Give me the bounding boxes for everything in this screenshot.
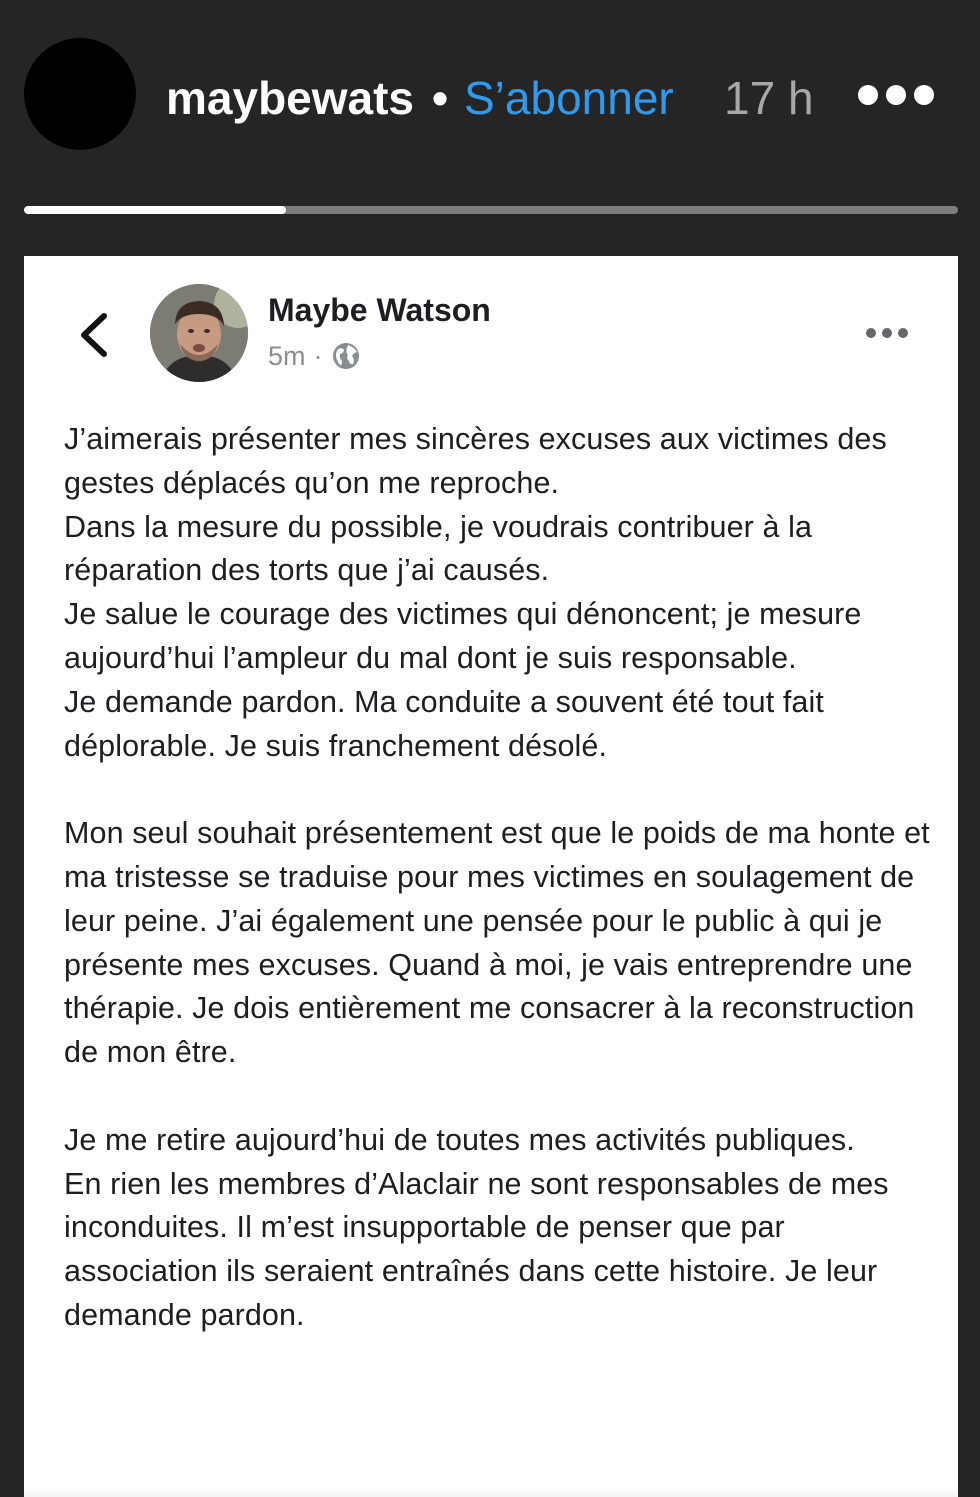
meta-separator: · bbox=[313, 340, 323, 371]
follow-button[interactable]: S’abonner bbox=[464, 72, 674, 124]
globe-icon bbox=[331, 341, 361, 371]
more-options-icon[interactable] bbox=[858, 80, 934, 110]
card-bottom-edge bbox=[24, 1487, 958, 1497]
paragraph: Je demande pardon. Ma conduite a souvent été tout fait déplorable. Je suis franchement désolé. bbox=[64, 684, 824, 763]
paragraph: Je salue le courage des victimes qui dénoncent; je mesure aujourd’hui l’ampleur du mal dont je suis responsable. bbox=[64, 597, 862, 675]
paragraph: Mon seul souhait présentement est que le poids de ma honte et ma tristesse se traduise pour mes victimes en soulagement de leur peine. J’ai également une pensée pour le public à qui je présente mes excuses. Quand à moi, je vais entreprendre une thérapie. Je dois entièrement me consacrer à la reconstruction de mon être. bbox=[64, 816, 930, 1070]
paragraph: En rien les membres d’Alaclair ne sont responsables de mes inconduites. Il m’est insupportable de penser que par association ils seraient entraînés dans cette histoire. Je leur demande pardon. bbox=[64, 1166, 889, 1332]
post-text bbox=[64, 418, 934, 1338]
paragraph: Je me retire aujourd’hui de toutes mes activités publiques. bbox=[64, 1122, 855, 1157]
story-username[interactable]: maybewats bbox=[166, 72, 415, 124]
story-timestamp: 17 h bbox=[724, 72, 814, 124]
chevron-left-icon[interactable] bbox=[76, 310, 112, 360]
facebook-post-screenshot bbox=[24, 256, 958, 1497]
story-progress-bar bbox=[24, 206, 958, 214]
post-timestamp[interactable]: 5m bbox=[268, 340, 306, 371]
header-separator: • bbox=[432, 72, 449, 124]
story-progress-fill bbox=[24, 206, 286, 214]
author-avatar[interactable] bbox=[150, 284, 248, 382]
author-name[interactable]: Maybe Watson bbox=[268, 292, 491, 328]
paragraph: Dans la mesure du possible, je voudrais contribuer à la réparation des torts que j’ai causés. bbox=[64, 509, 813, 588]
story-header bbox=[0, 0, 980, 200]
paragraph: J’aimerais présenter mes sincères excuses aux victimes des gestes déplacés qu’on me reproche. bbox=[64, 422, 887, 500]
story-avatar[interactable] bbox=[24, 38, 136, 150]
post-options-icon[interactable] bbox=[866, 326, 908, 340]
post-meta bbox=[268, 338, 361, 374]
